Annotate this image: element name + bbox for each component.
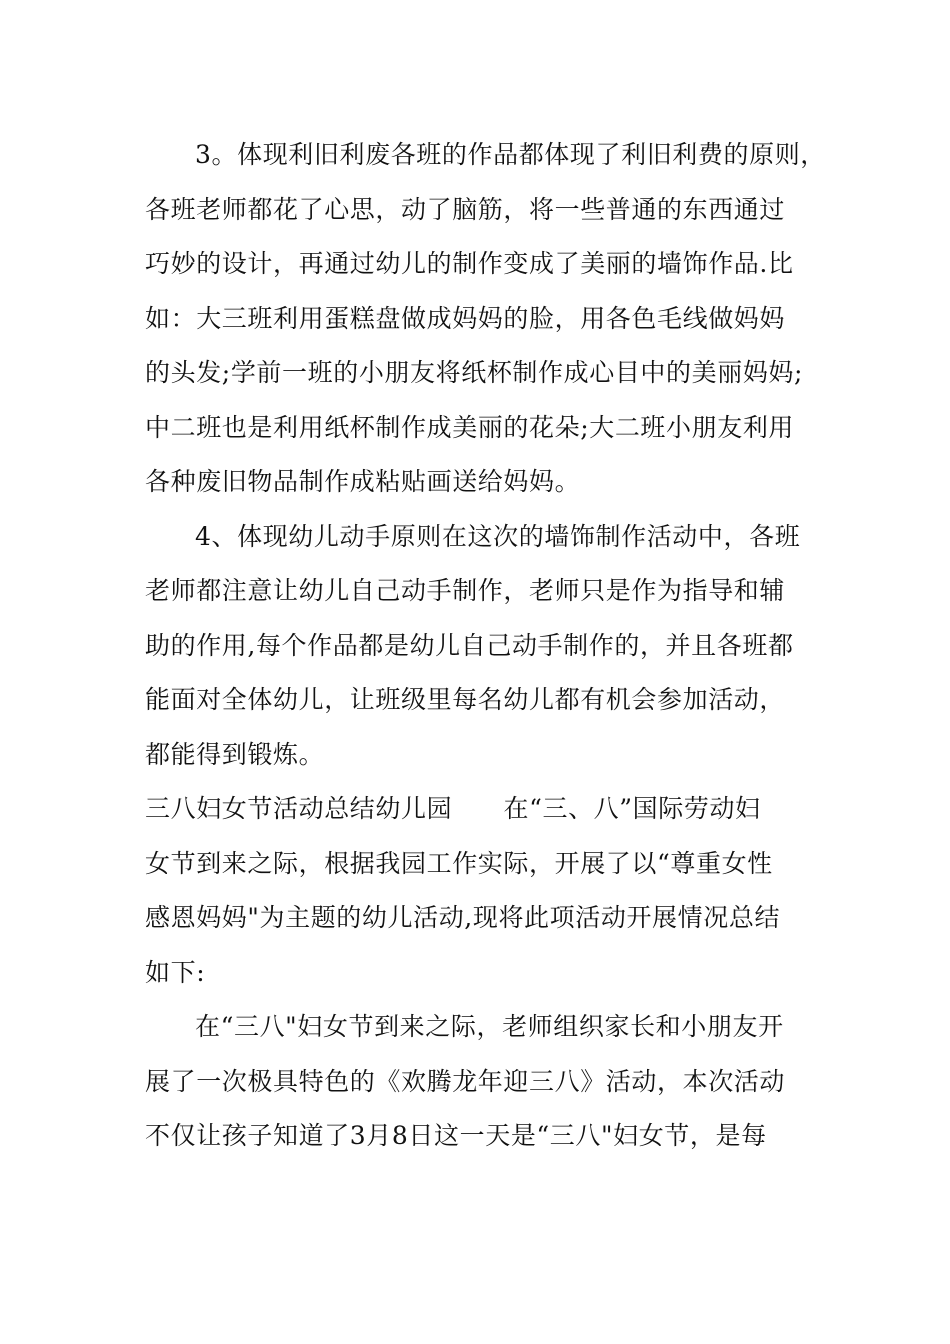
text-line: 三八妇女节活动总结幼儿园 在“三、八”国际劳动妇 bbox=[145, 794, 761, 823]
text-line: 如：大三班利用蛋糕盘做成妈妈的脸，用各色毛线做妈妈 bbox=[145, 303, 786, 333]
text-line: 3。体现利旧利废各班的作品都体现了利旧利费的原则， bbox=[195, 140, 826, 169]
text-line: 如下: bbox=[145, 957, 206, 987]
text-line: 中二班也是利用纸杯制作成美丽的花朵;大二班小朋友利用 bbox=[145, 412, 795, 442]
text-line: 各班老师都花了心思，动了脑筋，将一些普通的东西通过 bbox=[145, 194, 786, 224]
document-body bbox=[145, 128, 826, 1164]
text-line: 不仅让孩子知道了3月8日这一天是“三八"妇女节，是每 bbox=[145, 1121, 767, 1150]
text-line: 的头发;学前一班的小朋友将纸杯制作成心目中的美丽妈妈; bbox=[145, 358, 804, 387]
text-line: 感恩妈妈"为主题的幼儿活动,现将此项活动开展情况总结 bbox=[145, 903, 781, 932]
text-line: 各种废旧物品制作成粘贴画送给妈妈。 bbox=[145, 467, 581, 496]
text-line: 在“三八"妇女节到来之际，老师组织家长和小朋友开 bbox=[195, 1012, 784, 1041]
text-line: 助的作用,每个作品都是幼儿自己动手制作的，并且各班都 bbox=[145, 630, 794, 660]
text-line: 4、体现幼儿动手原则在这次的墙饰制作活动中，各班 bbox=[195, 521, 801, 551]
text-line: 展了一次极具特色的《欢腾龙年迎三八》活动，本次活动 bbox=[145, 1066, 786, 1096]
text-line: 巧妙的设计，再通过幼儿的制作变成了美丽的墙饰作品.比 bbox=[145, 249, 794, 278]
text-line: 都能得到锻炼。 bbox=[145, 739, 325, 769]
text-line: 老师都注意让幼儿自己动手制作，老师只是作为指导和辅 bbox=[145, 576, 786, 605]
text-line: 能面对全体幼儿，让班级里每名幼儿都有机会参加活动， bbox=[145, 685, 786, 714]
text-line: 女节到来之际，根据我园工作实际，开展了以“尊重女性 bbox=[145, 848, 773, 878]
